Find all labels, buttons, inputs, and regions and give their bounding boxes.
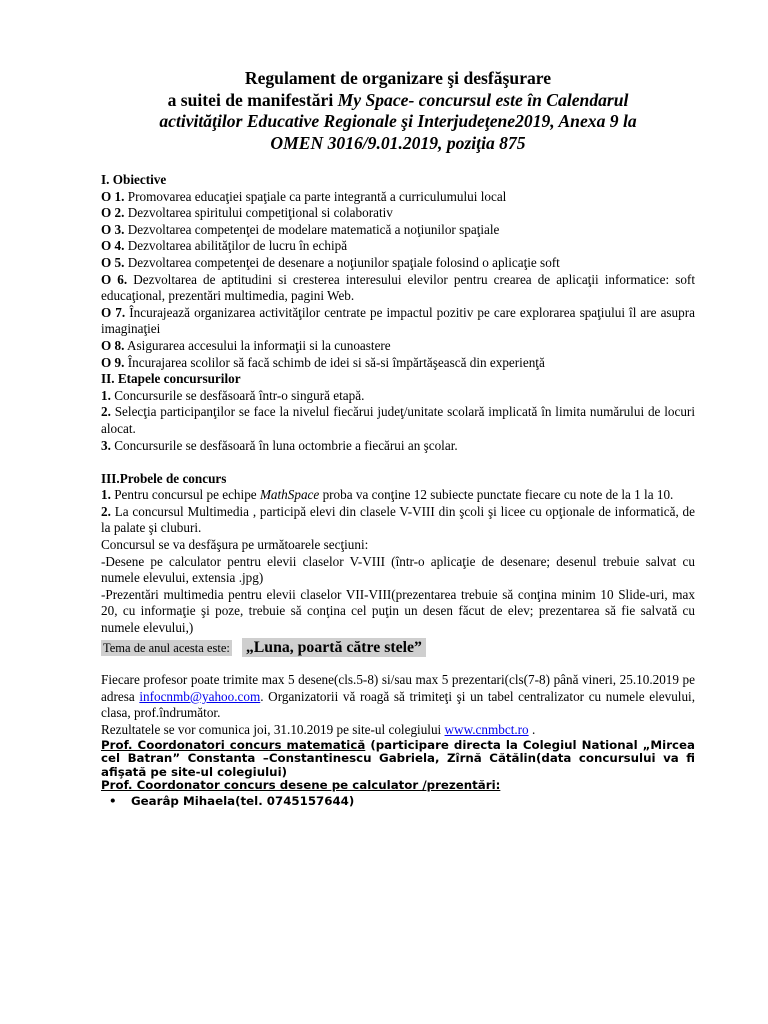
section-stages [101, 371, 695, 454]
coordinators-drawing-label: Prof. Coordonator concurs desene pe calculator /prezentări: [101, 778, 501, 793]
test-text: La concursul Multimedia , participă elevi din clasele V-VIII din şcoli şi licee cu opţionale de informatică, de la palate şi cluburi. [101, 503, 695, 536]
objective-text: Încurajează organizarea activităţilor centrate pe impactul pozitiv pe care explorarea spaţiului îl are asupra imaginaţiei [101, 304, 695, 337]
title-line-3-italic: activităţilor Educative Regionale şi Interjudeţene2019, Anexa 9 la [159, 111, 637, 131]
tema-value: „Luna, poartă către stele” [242, 638, 426, 657]
test-paragraph-5: -Prezentări multimedia pentru elevii claselor VII-VIII(prezentarea trebuie să conţina minim 10 Slide-uri, max 20, cu informaţie şi poze, trebuie să conţina cel puţin un desen făcut de elev; prezentarea să fie salvată cu numele elevului,) [101, 586, 695, 636]
closing-text: . [528, 722, 536, 737]
closing-text: Fiecare profesor poate trimite max 5 desene(cls.5-8) si/sau max 5 prezentari(cls(7-8) până vineri, 25.10.2019 pe adresa [101, 672, 695, 704]
section-tests [101, 471, 695, 637]
objective-code: O 1. [101, 188, 125, 204]
objective-item [101, 355, 695, 372]
stage-item [101, 404, 695, 437]
objective-code: O 2. [101, 205, 125, 221]
title-line-2 [101, 90, 695, 112]
objective-item [101, 189, 695, 206]
site-link[interactable]: www.cnmbct.ro [444, 722, 529, 737]
section-closing [101, 672, 695, 808]
closing-paragraph-1 [101, 672, 695, 722]
objective-code: O 8. [101, 337, 125, 353]
test-paragraph-4: -Desene pe calculator pentru elevii claselor V-VIII (într-o aplicaţie de desenare; desenul trebuie salvat cu numele elevului, extensia .jpg) [101, 553, 695, 586]
list-item-text: Gearâp Mihaela(tel. 0745157644) [131, 793, 355, 808]
title-line-4-italic: OMEN 3016/9.01.2019, poziţia 875 [270, 132, 526, 153]
objective-text: Încurajarea scolilor să facă schimb de idei si să-si împărtăşească din experienţă [124, 354, 545, 370]
closing-paragraph-2 [101, 722, 695, 739]
objective-code: O 5. [101, 254, 125, 270]
test-paragraph-3: Concursul se va desfăşura pe următoarele secţiuni: [101, 537, 369, 553]
stage-item [101, 388, 695, 405]
stage-item [101, 438, 695, 455]
objective-text: Dezvoltarea de aptitudini si cresterea interesului elevilor pentru crearea de aplicaţii informatice: soft educaţional, prezentări multimedia, pagini Web. [101, 271, 695, 304]
objective-item [101, 305, 695, 338]
test-text: Pentru concursul pe echipe [110, 487, 260, 503]
objective-code: O 7. [101, 304, 126, 320]
stage-code: 3. [101, 437, 111, 453]
title-line-4 [101, 133, 695, 155]
objective-code: O 9. [101, 354, 125, 370]
title-line-2-text: a suitei de manifestări [167, 89, 338, 110]
objective-text: Promovarea educaţiei spaţiale ca parte integrantă a curriculumului local [124, 188, 507, 204]
test-paragraph-2 [101, 504, 695, 537]
stage-code: 1. [101, 387, 111, 403]
email-link[interactable]: infocnmb@yahoo.com [139, 688, 261, 704]
tests-heading: III.Probele de concurs [101, 470, 227, 486]
title-line-2-italic: My Space- concursul este în Calendarul [337, 89, 629, 110]
objective-item [101, 255, 695, 272]
coordinators-math [101, 739, 695, 780]
stages-heading: II. Etapele concursurilor [101, 371, 241, 387]
title-line-1: Regulament de organizare şi desfăşurare [244, 68, 552, 88]
stage-text: Concursurile se desfăsoară într-o singură etapă. [110, 387, 365, 403]
test-code: 2. [101, 503, 111, 519]
coordinators-math-text: (participare directa la Colegiul National „Mircea cel Batran” Constanta –Constantinescu Gabriela, Zîrnă Cătălin(data concursului va fi afişată pe site-ul colegiului) [101, 737, 695, 779]
stage-text: Selecţia participanţilor se face la nivelul fiecărui judeţ/unitate scolară implicată în limita numărului de locuri alocat. [101, 404, 695, 436]
tema-line [101, 640, 695, 657]
objective-item [101, 238, 695, 255]
closing-text: Rezultatele se vor comunica joi, 31.10.2019 pe site-ul colegiului [101, 722, 445, 737]
stage-text: Concursurile se desfăsoară în luna octombrie a fiecărui an şcolar. [110, 437, 458, 453]
objective-text: Dezvoltarea spiritului competiţional si colaborativ [124, 205, 393, 221]
objective-item [101, 205, 695, 222]
objective-item [101, 338, 695, 355]
stage-code: 2. [101, 404, 111, 420]
test-code: 1. [101, 487, 111, 503]
objective-text: Dezvoltarea abilităţilor de lucru în echipă [124, 238, 348, 254]
tema-label: Tema de anul acesta este: [103, 640, 230, 655]
test-paragraph-1 [101, 487, 695, 504]
list-item [101, 795, 695, 809]
document-page [101, 68, 695, 809]
test-italic: MathSpace [259, 487, 320, 503]
objective-item [101, 272, 695, 305]
objective-text: Asigurarea accesului la informaţii si la cunoastere [124, 337, 391, 353]
title-line-3 [101, 111, 695, 133]
section-objectives [101, 172, 695, 371]
coordinators-math-label: Prof. Coordonatori concurs matematică [101, 737, 366, 752]
objectives-heading: I. Obiective [101, 172, 167, 187]
bullet-icon: • [109, 793, 117, 808]
spacer [101, 454, 695, 471]
test-text: proba va conţine 12 subiecte punctate fiecare cu note de la 1 la 10. [319, 487, 674, 503]
objective-code: O 6. [101, 271, 128, 287]
document-title [101, 68, 695, 154]
spacer [101, 662, 695, 672]
closing-text: . Organizatorii vă roagă să trimiteţi şi un tabel centralizator cu numele elevului, clasa, prof.îndrumător. [101, 688, 696, 721]
objective-text: Dezvoltarea competenţei de modelare matematică a noţiunilor spaţiale [124, 221, 500, 237]
objective-item [101, 222, 695, 239]
objective-code: O 3. [101, 221, 125, 237]
objective-text: Dezvoltarea competenţei de desenare a noţiunilor spaţiale folosind o aplicaţie soft [124, 254, 560, 270]
objective-code: O 4. [101, 238, 125, 254]
